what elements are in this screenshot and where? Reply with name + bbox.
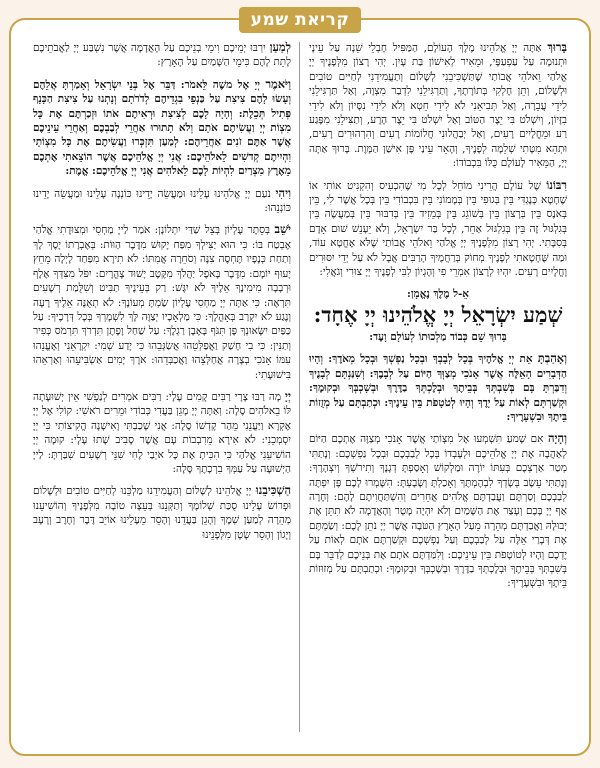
baruch-shem-line: בָּרוּךְ שֵׁם כְּבוֹד מַלְכוּתוֹ לְעוֹלָם וָעֶד: [369, 330, 507, 343]
left-column [33, 40, 291, 740]
opening-word: וַיֹּאמֶר [265, 76, 291, 91]
opening-word: הַשְׁכִּיבֵנוּ [255, 483, 291, 498]
shema-line: שְׁמַע יִשְׂרָאֵל יְיָ אֱלֹהֵינוּ יְיָ אֶחָד: [313, 301, 563, 327]
page-title: קריאת שמע [250, 10, 350, 30]
paragraph-text: שֶׁל עוֹלָם הֲרֵינִי מוֹחֵל לְכָל מִי שֶׁהִכְעִיס וְהִקְנִיט אוֹתִי אוֹ שֶׁחָטָא כְּנֶגְדִּי בֵּין בְּגוּפִי בֵּין בְּמָמוֹנִי בֵּין בִּכְבוֹדִי בֵּין בְּכָל אֲשֶׁר לִי, בֵּין בְּאֹנֶס בֵּין בְּרָצוֹן בֵּין בְּשׁוֹגֵג בֵּין בְּמֵזִיד בֵּין בְּדִבּוּר בֵּין בְּמַעֲשֶׂה בֵּין בְּגִלְגּוּל זֶה בֵּין בְּגִלְגּוּל אַחֵר, לְכָל בַּר יִשְׂרָאֵל, וְלֹא יֵעָנֵשׁ שׁוּם אָדָם בְּסִבָּתִי. יְהִי רָצוֹן מִלְּפָנֶיךָ יְיָ אֱלֹהַי וֵאלֹהֵי אֲבוֹתַי שֶׁלֹּא אֶחֱטָא עוֹד, וּמַה שֶּׁחָטָאתִי לְפָנֶיךָ מְחוֹק בְּרַחֲמֶיךָ הָרַבִּים אֲבָל לֹא עַל יְדֵי יִסּוּרִים וָחֳלָיִים רָעִים. יִהְיוּ לְרָצוֹן אִמְרֵי פִי וְהֶגְיוֹן לִבִּי לְפָנֶיךָ יְיָ צוּרִי וְגֹאֲלִי: [309, 179, 567, 279]
paragraph-text: יִרְבּוּ יְמֵיכֶם וִימֵי בְנֵיכֶם עַל הָאֲדָמָה אֲשֶׁר נִשְׁבַּע יְיָ לַאֲבֹתֵיכֶם לָתֵת לָהֶם כִּימֵי הַשָּׁמַיִם עַל הָאָרֶץ: [33, 42, 291, 69]
paragraph-veahavta [309, 351, 567, 424]
opening-word: בָּרוּךְ [547, 40, 567, 54]
title-banner [239, 7, 361, 33]
paragraph-vayomer [33, 77, 291, 179]
opening-word: וִיהִי [275, 185, 291, 200]
paragraph-text: אַתָּה יְיָ אֱלֹהֵינוּ מֶלֶךְ הָעוֹלָם, הַמַּפִּיל חֶבְלֵי שֵׁנָה עַל עֵינָי וּתְנוּמָה עַל עַפְעַפָּי, וּמֵאִיר לְאִישׁוֹן בַּת עָיִן. יְהִי רָצוֹן מִלְּפָנֶיךָ יְיָ אֱלֹהַי וֵאלֹהֵי אֲבוֹתַי שֶׁתַּשְׁכִּיבֵנִי לְשָׁלוֹם וְתַעֲמִידֵנִי לְחַיִּים טוֹבִים וּלְשָׁלוֹם, וְתֵן חֶלְקִי בְּתוֹרָתֶךָ, וְתַרְגִּילֵנִי לִדְבַר מִצְוָה, וְאַל תַּרְגִּילֵנִי לִידֵי עֲבֵרָה, וְאַל תְּבִיאֵנִי לֹא לִידֵי חֵטְא וְלֹא לִידֵי נִסָּיוֹן וְלֹא לִידֵי בִזָּיוֹן, וְיִשְׁלֹט בִּי יֵצֶר הַטּוֹב וְאַל יִשְׁלֹט בִּי יֵצֶר הָרָע, וְתַצִּילֵנִי מִפֶּגַע רַע וּמֵחֳלָיִים רָעִים, וְאַל יְבַהֲלוּנִי חֲלוֹמוֹת רָעִים וְהִרְהוּרִים רָעִים, וּתְהֵא מִטָּתִי שְׁלֵמָה לְפָנֶיךָ, וְהָאֵר עֵינַי פֶּן אִישַׁן הַמָּוֶת. בָּרוּךְ אַתָּה יְיָ, הַמֵּאִיר לָעוֹלָם כֻּלּוֹ בִּכְבוֹדוֹ: [309, 42, 567, 170]
paragraph-ma-rabu [33, 389, 291, 476]
paragraph-text: יְיָ אֶל משֶׁה לֵּאמֹר: דַּבֵּר אֶל בְּנֵי יִשְׂרָאֵל וְאָמַרְתָּ אֲלֵהֶם וְעָשׂוּ לָהֶם צִיצִת עַל כַּנְפֵי בִגְדֵיהֶם לְדֹרֹתָם וְנָתְנוּ עַל צִיצִת הַכָּנָף פְּתִיל תְּכֵלֶת: וְהָיָה לָכֶם לְצִיצִת וּרְאִיתֶם אֹתוֹ וּזְכַרְתֶּם אֶת כָּל מִצְוֹת יְיָ וַעֲשִׂיתֶם אֹתָם וְלֹא תָתוּרוּ אַחֲרֵי לְבַבְכֶם וְאַחֲרֵי עֵינֵיכֶם אֲשֶׁר אַתֶּם זֹנִים אַחֲרֵיהֶם: לְמַעַן תִּזְכְּרוּ וַעֲשִׂיתֶם אֶת כָּל מִצְוֹתָי וִהְיִיתֶם קְדשִׁים לֵאלֹהֵיכֶם: אֲנִי יְיָ אֱלֹהֵיכֶם אֲשֶׁר הוֹצֵאתִי אֶתְכֶם מֵאֶרֶץ מִצְרַיִם לִהְיוֹת לָכֶם לֵאלֹהִים אֲנִי יְיָ אֱלֹהֵיכֶם: אֱמֶת: [33, 78, 291, 178]
el-melech-line: אֵ-ל מֶלֶךְ נֶאֱמָן: [407, 287, 469, 300]
opening-word: וְאָהַבְתָּ [537, 351, 567, 366]
paragraph-hamapil [309, 40, 567, 171]
paragraph-ribono [309, 178, 567, 280]
paragraph-vehaya [309, 431, 567, 590]
paragraph-yoshev [33, 222, 291, 381]
right-column [309, 40, 567, 740]
paragraph-lemaan [33, 40, 291, 70]
paragraph-text: אִם שָׁמֹעַ תִּשְׁמְעוּ אֶל מִצְוֹתַי אֲשֶׁר אָנֹכִי מְצַוֶּה אֶתְכֶם הַיּוֹם לְאַהֲבָה אֶת יְיָ אֱלֹהֵיכֶם וּלְעָבְדוֹ בְּכָל לְבַבְכֶם וּבְכָל נַפְשְׁכֶם: וְנָתַתִּי מְטַר אַרְצְכֶם בְּעִתּוֹ יוֹרֶה וּמַלְקוֹשׁ וְאָסַפְתָּ דְגָנֶךָ וְתִירֹשְׁךָ וְיִצְהָרֶךָ: וְנָתַתִּי עֵשֶׂב בְּשָׂדְךָ לִבְהֶמְתֶּךָ וְאָכַלְתָּ וְשָׂבָעְתָּ: הִשָּׁמְרוּ לָכֶם פֶּן יִפְתֶּה לְבַבְכֶם וְסַרְתֶּם וַעֲבַדְתֶּם אֱלֹהִים אֲחֵרִים וְהִשְׁתַּחֲוִיתֶם לָהֶם: וְחָרָה אַף יְיָ בָּכֶם וְעָצַר אֶת הַשָּׁמַיִם וְלֹא יִהְיֶה מָטָר וְהָאֲדָמָה לֹא תִתֵּן אֶת יְבוּלָהּ וַאֲבַדְתֶּם מְהֵרָה מֵעַל הָאָרֶץ הַטֹּבָה אֲשֶׁר יְיָ נֹתֵן לָכֶם: וְשַׂמְתֶּם אֶת דְּבָרַי אֵלֶּה עַל לְבַבְכֶם וְעַל נַפְשְׁכֶם וּקְשַׁרְתֶּם אֹתָם לְאוֹת עַל יֶדְכֶם וְהָיוּ לְטוֹטָפֹת בֵּין עֵינֵיכֶם: וְלִמַּדְתֶּם אֹתָם אֶת בְּנֵיכֶם לְדַבֵּר בָּם בְּשִׁבְתְּךָ בְּבֵיתֶךָ וּבְלֶכְתְּךָ בַדֶּרֶךְ וּבְשָׁכְבְּךָ וּבְקוּמֶךָ: וּכְתַבְתָּם עַל מְזוּזוֹת בֵּיתֶךָ וּבִשְׁעָרֶיךָ: [309, 433, 567, 590]
paragraph-text: נֹעַם יְיָ אֱלֹהֵינוּ עָלֵינוּ וּמַעֲשֵׂה יָדֵינוּ כּוֹנְנָה עָלֵינוּ וּמַעֲשֵׂה יָדֵינוּ כּוֹנְנֵהוּ: [33, 187, 291, 215]
paragraph-text: בְּסֵתֶר עֶלְיוֹן בְּצֵל שַׁדַּי יִתְלוֹנָן: אֹמַר לַייָ מַחְסִי וּמְצוּדָתִי אֱלֹהַי אֶבְטַח בּוֹ: כִּי הוּא יַצִּילְךָ מִפַּח יָקוּשׁ מִדֶּבֶר הַוּוֹת: בְּאֶבְרָתוֹ יָסֶךְ לָךְ וְתַחַת כְּנָפָיו תֶּחְסֶה צִנָּה וְסֹחֵרָה אֲמִתּוֹ: לֹא תִירָא מִפַּחַד לָיְלָה מֵחֵץ יָעוּף יוֹמָם: מִדֶּבֶר בָּאֹפֶל יַהֲלֹךְ מִקֶּטֶב יָשׁוּד צָהֳרָיִם: יִפֹּל מִצִּדְּךָ אֶלֶף וּרְבָבָה מִימִינֶךָ אֵלֶיךָ לֹא יִגָּשׁ: רַק בְּעֵינֶיךָ תַבִּיט וְשִׁלֻּמַת רְשָׁעִים תִּרְאֶה: כִּי אַתָּה יְיָ מַחְסִי עֶלְיוֹן שַׂמְתָּ מְעוֹנֶךָ: לֹא תְאֻנֶּה אֵלֶיךָ רָעָה וְנֶגַע לֹא יִקְרַב בְּאָהֳלֶךָ: כִּי מַלְאָכָיו יְצַוֶּה לָּךְ לִשְׁמָרְךָ בְּכָל דְּרָכֶיךָ: עַל כַּפַּיִם יִשָּׂאוּנְךָ פֶּן תִּגֹּף בָּאֶבֶן רַגְלֶךָ: עַל שַׁחַל וָפֶתֶן תִּדְרֹךְ תִּרְמֹס כְּפִיר וְתַנִּין: כִּי בִי חָשַׁק וַאֲפַלְּטֵהוּ אֲשַׂגְּבֵהוּ כִּי יָדַע שְׁמִי: יִקְרָאֵנִי וְאֶעֱנֵהוּ עִמּוֹ אָנֹכִי בְצָרָה אֲחַלְּצֵהוּ וַאֲכַבְּדֵהוּ: אֹרֶךְ יָמִים אַשְׂבִּיעֵהוּ וְאַרְאֵהוּ בִּישׁוּעָתִי: [33, 224, 291, 381]
paragraph-vihi-noam [33, 186, 291, 216]
opening-word: רִבּוֹנוֹ [546, 177, 567, 192]
paragraph-text: אֵת יְיָ אֱלֹהֶיךָ בְּכָל לְבָבְךָ וּבְכָל נַפְשְׁךָ וּבְכָל מְאֹדֶךָ: וְהָיוּ הַדְּבָרִים הָאֵלֶּה אֲשֶׁר אָנֹכִי מְצַוְּךָ הַיּוֹם עַל לְבָבֶךָ: וְשִׁנַּנְתָּם לְבָנֶיךָ וְדִבַּרְתָּ בָּם בְּשִׁבְתְּךָ בְּבֵיתֶךָ וּבְלֶכְתְּךָ בַדֶּרֶךְ וּבְשָׁכְבְּךָ וּבְקוּמֶךָ: וּקְשַׁרְתָּם לְאוֹת עַל יָדֶךָ וְהָיוּ לְטֹטָפֹת בֵּין עֵינֶיךָ: וּכְתַבְתָּם עַל מְזֻזוֹת בֵּיתֶךָ וּבִשְׁעָרֶיךָ: [309, 353, 567, 423]
paragraph-text: יְיָ אֱלֹהֵינוּ לְשָׁלוֹם וְהַעֲמִידֵנוּ מַלְכֵּנוּ לְחַיִּים טוֹבִים וּלְשָׁלוֹם וּפְרוֹשׂ עָלֵינוּ סֻכַּת שְׁלוֹמֶךָ וְתַקְּנֵנוּ בְּעֵצָה טוֹבָה מִלְּפָנֶיךָ וְהוֹשִׁיעֵנוּ מְהֵרָה לְמַעַן שְׁמֶךָ וְהָגֵן בַּעֲדֵנוּ וְהָסֵר מֵעָלֵינוּ אוֹיֵב דֶּבֶר וְחֶרֶב וְרָעָב וְיָגוֹן וְהָסֵר שָׂטָן מִלְּפָנֵינוּ [33, 485, 291, 541]
opening-word: וְהָיָה [547, 431, 567, 446]
paragraph-hashkivenu [33, 483, 291, 542]
paragraph-text: מָה רַבּוּ צָרָי רַבִּים קָמִים עָלָי: רַבִּים אֹמְרִים לְנַפְשִׁי אֵין יְשׁוּעָתָה לּוֹ בֵאלֹהִים סֶלָה: וְאַתָּה יְיָ מָגֵן בַּעֲדִי כְּבוֹדִי וּמֵרִים רֹאשִׁי: קוֹלִי אֶל יְיָ אֶקְרָא וַיַּעֲנֵנִי מֵהַר קָדְשׁוֹ סֶלָה: אֲנִי שָׁכַבְתִּי וָאִישָׁנָה הֱקִיצוֹתִי כִּי יְיָ יִסְמְכֵנִי: לֹא אִירָא מֵרִבְבוֹת עָם אֲשֶׁר סָבִיב שָׁתוּ עָלָי: קוּמָה יְיָ הוֹשִׁיעֵנִי אֱלֹהַי כִּי הִכִּיתָ אֶת כָּל אֹיְבַי לֶחִי שִׁנֵּי רְשָׁעִים שִׁבַּרְתָּ: לַייָ הַיְשׁוּעָה עַל עַמְּךָ בִרְכָתֶךָ סֶּלָה: [33, 390, 291, 475]
opening-word: יֹשֵׁב [274, 222, 291, 237]
opening-word: יְיָ [285, 388, 291, 403]
opening-word: לְמַעַן [269, 40, 291, 54]
column-divider [299, 42, 300, 732]
